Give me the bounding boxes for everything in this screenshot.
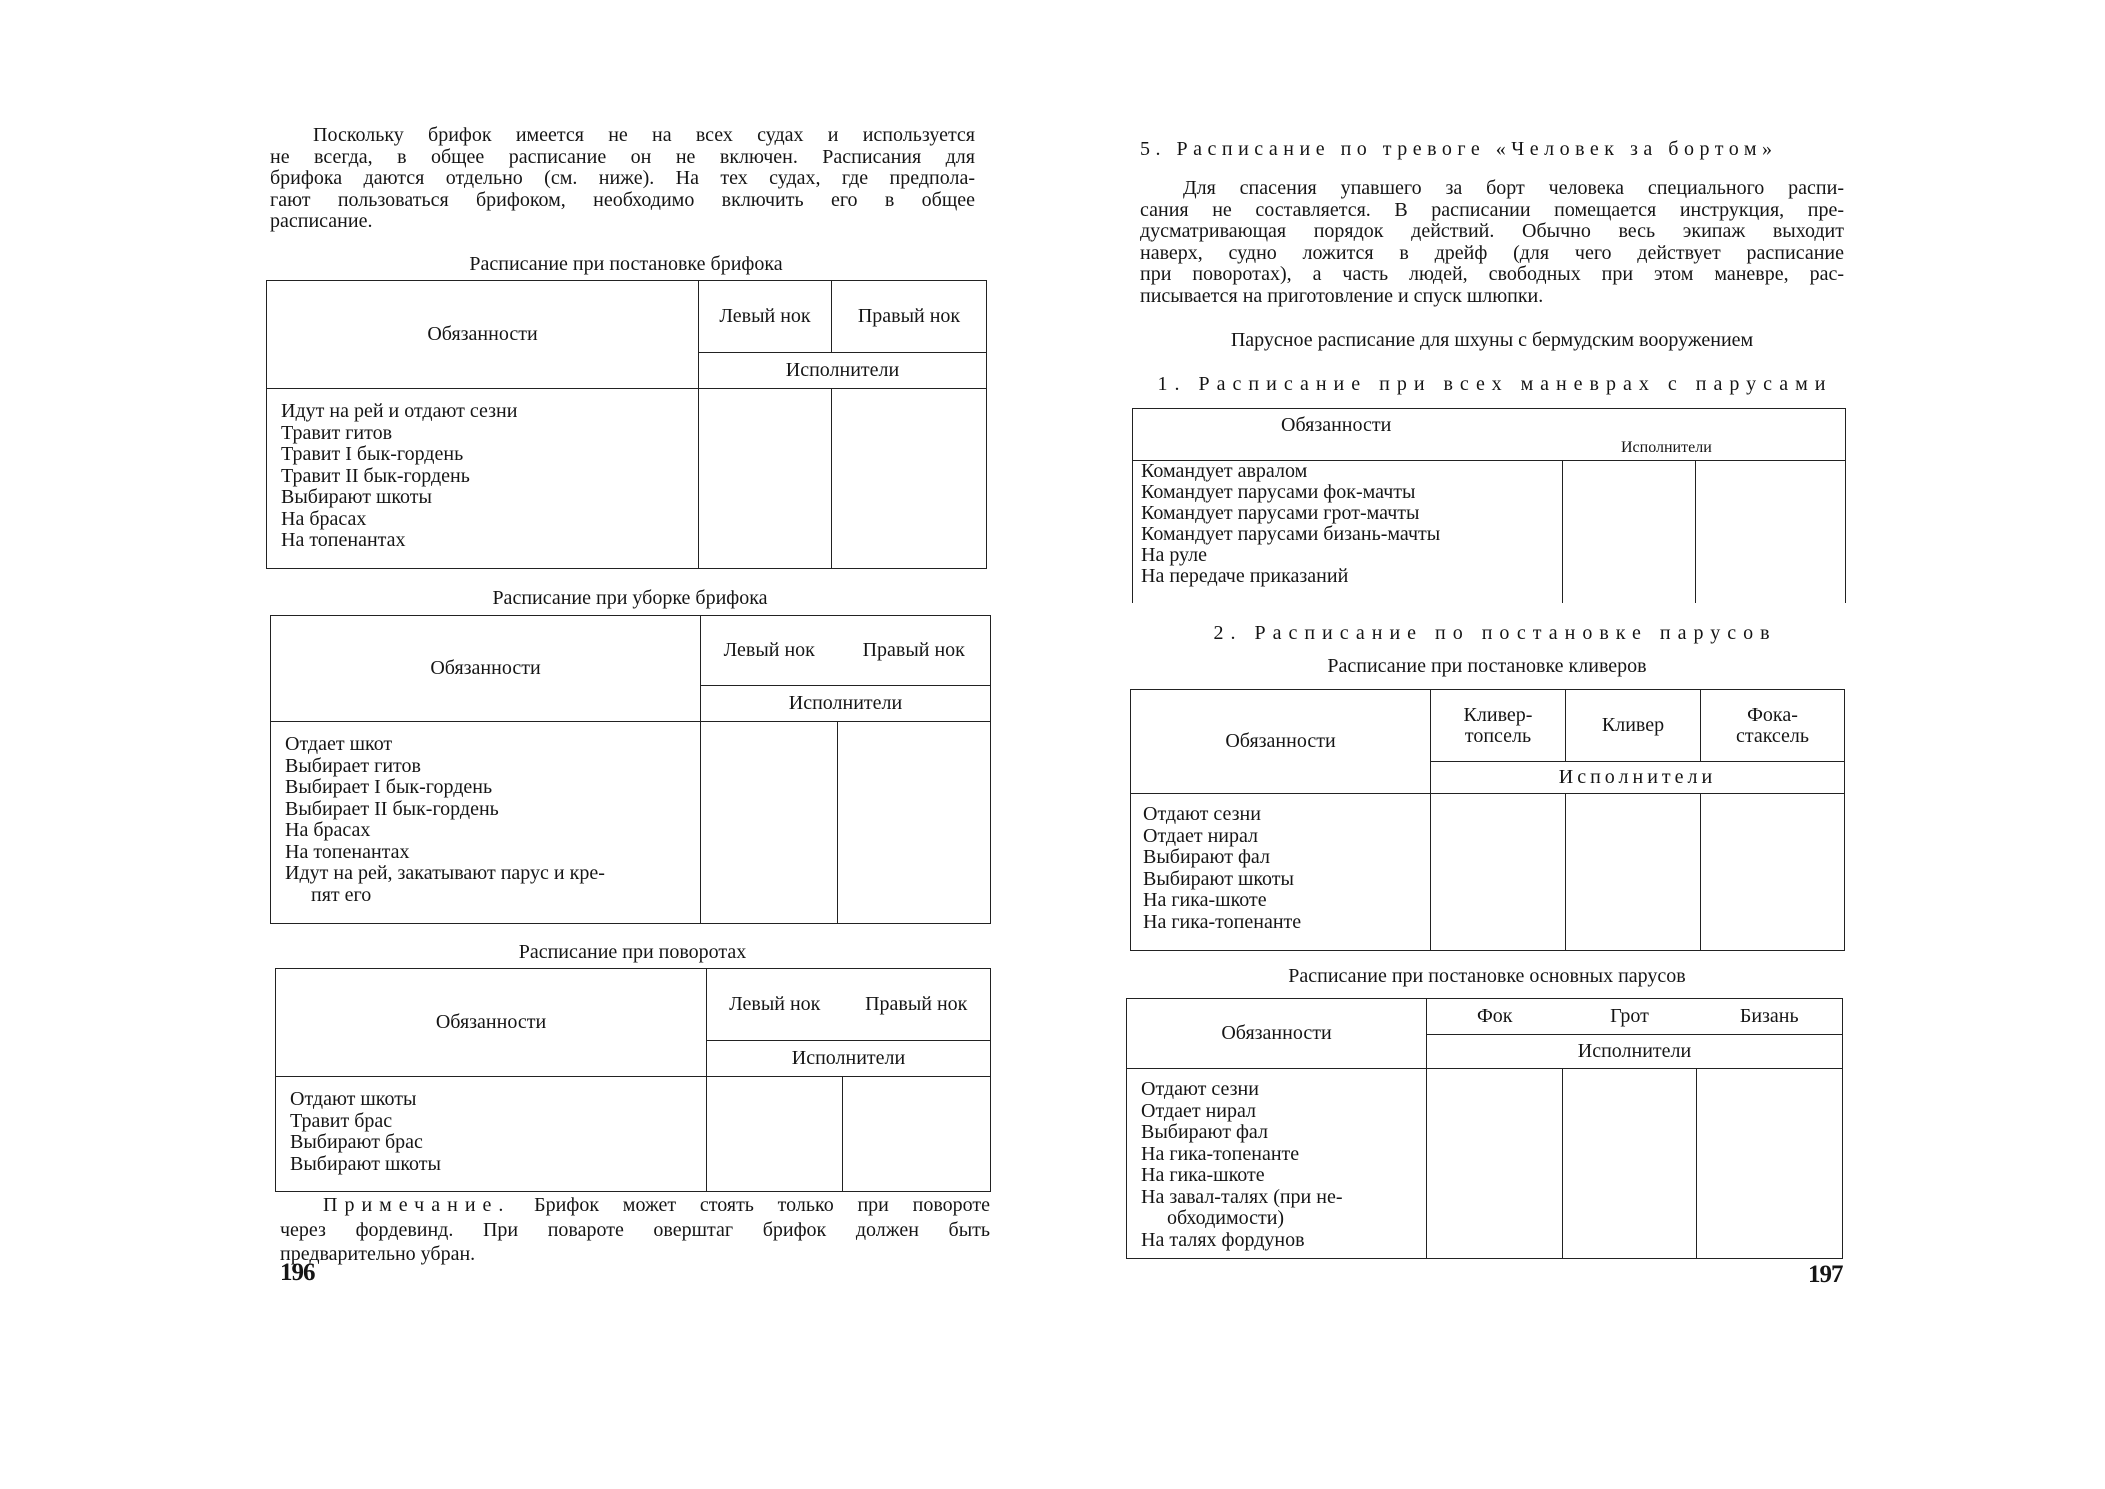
column-header: Фок: [1427, 999, 1563, 1035]
duties-header: Обязанности: [1131, 690, 1431, 794]
performer-cell: [1696, 461, 1846, 603]
schedule-table: [275, 968, 991, 1192]
performer-cell: [1563, 461, 1696, 603]
duty-item: На гика-шкоте: [1141, 1164, 1265, 1186]
duty-item: Командует парусами грот-мачты: [1141, 502, 1420, 524]
performer-cell: [1701, 794, 1845, 951]
column-header: Правый нок: [832, 281, 987, 353]
duty-item: Травит брас: [290, 1109, 393, 1132]
duty-item: Идут на рей, закатывают парус и кре-: [285, 862, 605, 884]
duties-header: Обязанности: [1127, 999, 1427, 1069]
schedule-table: [266, 280, 987, 569]
subsection-title: 1. Расписание при всех маневрах с парусами: [1157, 373, 1833, 395]
column-header: Грот: [1563, 999, 1697, 1035]
schooner-title: Парусное расписание для шхуны с бермудским вооружением: [1230, 329, 1754, 351]
note-text: Брифок может стоять только при повороте: [534, 1194, 990, 1216]
schedule-table: [270, 615, 991, 924]
duties-header: Обязанности: [267, 281, 699, 389]
duty-item: обходимости): [1167, 1207, 1285, 1229]
duty-item: Травит I бык-гордень: [281, 443, 464, 465]
duty-item: Отдает нирал: [1141, 1099, 1257, 1122]
text-line: брифока даются отдельно (см. ниже). На тех судах, где предпола-: [270, 167, 975, 189]
duties-list: [1127, 1069, 1427, 1259]
performer-cell: [707, 1077, 843, 1192]
text-line: Для спасения упавшего за борт человека специального распи-: [1183, 177, 1844, 199]
text-line: не всегда, в общее расписание он не включен. Расписания для: [270, 145, 975, 168]
duty-item: Выбирает I бык-гордень: [285, 776, 493, 798]
section-paragraph: [1140, 178, 1844, 307]
duties-list: [276, 1077, 707, 1192]
performer-cell: [699, 389, 832, 569]
text-line: через фордевинд. При повароте оверштаг брифок должен быть: [280, 1218, 990, 1241]
duty-item: Командует парусами фок-мачты: [1141, 481, 1416, 503]
performers-header: Исполнители: [1427, 1035, 1843, 1069]
performer-cell: [1431, 794, 1566, 951]
text-line: [280, 1193, 990, 1218]
duty-item: Выбирает II бык-гордень: [285, 797, 499, 820]
section-title: 5. Расписание по тревоге «Человек за бортом»: [1140, 138, 1778, 160]
duty-item: Выбирают фал: [1141, 1121, 1268, 1143]
duty-item: На руле: [1141, 544, 1208, 566]
performer-cell: [1563, 1069, 1697, 1259]
duty-item: На брасах: [281, 507, 367, 530]
performer-cell: [832, 389, 987, 569]
column-header: Бизань: [1697, 999, 1843, 1035]
subsection-title: 2. Расписание по постановке парусов: [1213, 622, 1777, 644]
duty-item: Травит гитов: [281, 421, 393, 444]
left-page: [0, 0, 1052, 1489]
column-header: Правый нок: [843, 969, 991, 1041]
column-header: Левый нок: [707, 969, 843, 1041]
performers-header: Исполнители: [1431, 762, 1845, 794]
duty-item: Отдает нирал: [1143, 824, 1259, 847]
text-line: сания не составляется. В расписании помещается инструкция, пре-: [1140, 198, 1844, 221]
duties-header: Обязанности: [276, 969, 707, 1077]
column-header: Фока-стаксель: [1701, 690, 1845, 762]
text-line: расписание.: [270, 210, 373, 232]
schedule-table: [1130, 689, 1845, 951]
duty-item: На завал-талях (при не-: [1141, 1185, 1343, 1208]
text-line: гают пользоваться брифоком, необходимо включить его в общее: [270, 188, 975, 211]
duty-item: На топенантах: [281, 529, 406, 551]
duty-item: Травит II бык-гордень: [281, 464, 470, 487]
note-label: Примечание.: [323, 1194, 511, 1216]
intro-paragraph: [270, 125, 975, 233]
table-caption: Расписание при поворотах: [518, 941, 747, 963]
column-header: Кливер-топсель: [1431, 690, 1566, 762]
duty-item: Отдают сезни: [1141, 1078, 1259, 1100]
text-line: при поворотах), а часть людей, свободных при этом маневре, рас-: [1140, 263, 1844, 285]
performer-cell: [843, 1077, 991, 1192]
text-line: Поскольку брифок имеется не на всех судах и используется: [313, 124, 975, 146]
performers-header: Исполнители: [707, 1041, 991, 1077]
duty-item: На передаче приказаний: [1141, 565, 1349, 587]
duty-item: На гика-топенанте: [1141, 1142, 1300, 1165]
table-caption: Расписание при постановке кливеров: [1327, 655, 1647, 677]
duty-item: На гика-топенанте: [1143, 910, 1302, 933]
page-number: 197: [1808, 1261, 1843, 1288]
text-line: предварительно убран.: [280, 1243, 476, 1265]
schedule-table: [1132, 408, 1846, 603]
right-page: [1052, 0, 2105, 1489]
duties-header: Обязанности: [271, 616, 701, 722]
duty-item: На талях фордунов: [1141, 1228, 1305, 1251]
duty-item: Выбирают фал: [1143, 846, 1270, 868]
table-caption: Расписание при постановке основных парусов: [1288, 965, 1686, 987]
duties-list: [1131, 794, 1431, 951]
table-caption: Расписание при уборке брифока: [492, 587, 768, 609]
column-header: Правый нок: [838, 616, 991, 686]
duties-list: [1133, 461, 1563, 603]
performers-header: Исполнители: [1621, 439, 1712, 456]
text-line: дусматривающая порядок действий. Обычно весь экипаж выходит: [1140, 220, 1844, 242]
duty-item: Выбирает гитов: [285, 754, 421, 777]
duty-item: Выбирают шкоты: [281, 486, 432, 508]
column-header: Левый нок: [699, 281, 832, 353]
duties-header: Обязанности: [1281, 414, 1392, 436]
note-paragraph: [280, 1193, 990, 1267]
duty-item: Отдают сезни: [1143, 803, 1261, 825]
duty-item: Выбирают шкоты: [290, 1152, 441, 1175]
table-caption: Расписание при постановке брифока: [469, 253, 783, 275]
duties-list: [271, 722, 701, 924]
duty-item: пят его: [311, 883, 372, 906]
duty-item: Командует авралом: [1141, 460, 1308, 482]
duty-item: Идут на рей и отдают сезни: [281, 400, 518, 422]
text-line: наверх, судно ложится в дрейф (для чего действует расписание: [1140, 241, 1844, 264]
duty-item: Отдает шкот: [285, 733, 393, 755]
performer-cell: [701, 722, 838, 924]
column-header: Левый нок: [701, 616, 838, 686]
duty-item: На брасах: [285, 819, 371, 841]
text-line: писывается на приготовление и спуск шлюпки.: [1140, 284, 1544, 307]
performer-cell: [1697, 1069, 1843, 1259]
duty-item: Командует парусами бизань-мачты: [1141, 523, 1441, 545]
column-header: Кливер: [1566, 690, 1701, 762]
schedule-table: [1126, 998, 1843, 1259]
performer-cell: [838, 722, 991, 924]
duty-item: Отдают шкоты: [290, 1088, 417, 1110]
duty-item: Выбирают шкоты: [1143, 867, 1294, 890]
performer-cell: [1566, 794, 1701, 951]
duties-list: [267, 389, 699, 569]
duty-item: Выбирают брас: [290, 1131, 423, 1153]
performer-cell: [1427, 1069, 1563, 1259]
table-header: [1133, 409, 1846, 461]
performers-header: Исполнители: [699, 353, 987, 389]
page-number: 196: [280, 1259, 315, 1286]
duty-item: На топенантах: [285, 840, 410, 863]
duty-item: На гика-шкоте: [1143, 889, 1267, 911]
performers-header: Исполнители: [701, 686, 991, 722]
